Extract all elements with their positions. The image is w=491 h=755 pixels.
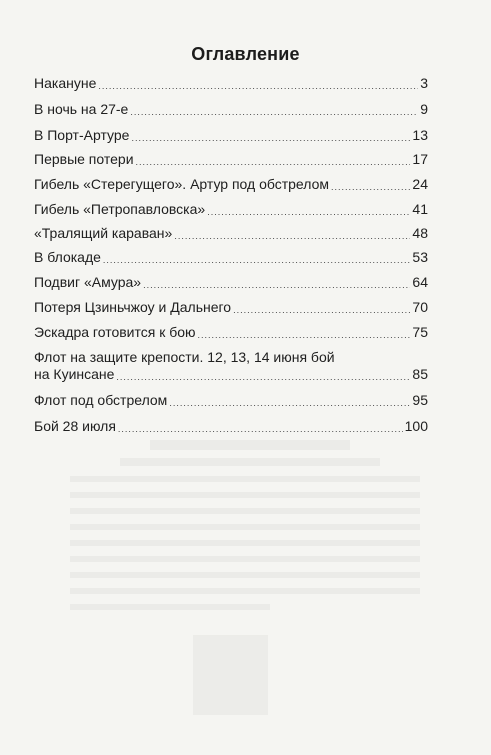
toc-entry [34,101,428,118]
toc-entry-title: Первые потери [34,151,134,167]
toc-entry-page: 70 [412,299,428,315]
leader-dots [118,424,403,435]
toc-entry-title: Гибель «Стерегущего». Артур под обстрелом [34,176,329,192]
toc-entry-title-line1: Флот на защите крепости. 12, 13, 14 июня бой [34,349,335,365]
toc-entry-page: 17 [412,151,428,167]
leader-dots [331,182,410,193]
toc-entry-page: 75 [412,324,428,340]
leader-dots [169,398,410,409]
toc-entry-page: 3 [420,75,428,91]
toc-entry [34,201,428,218]
leader-dots [116,372,410,383]
toc-entry [34,324,428,341]
page-title: Оглавление [191,44,300,64]
toc-entry [34,392,428,409]
toc-entry [34,225,428,242]
toc-entry-page: 85 [412,366,428,382]
toc-entry [34,127,428,144]
leader-dots [207,207,410,218]
toc-entry-page: 100 [404,418,428,434]
toc-entry-title: Потеря Цзиньчжоу и Дальнего [34,299,232,315]
toc-entry-title: Накануне [34,75,97,91]
leader-dots [136,157,411,168]
toc-entry-page: 64 [412,274,428,290]
toc-entry-page: 24 [412,176,428,192]
toc-entry [34,418,428,435]
toc-entry [34,75,428,92]
toc-entry-page: 48 [412,225,428,241]
leader-dots [131,133,410,144]
toc-entry [34,299,428,316]
toc-entry-title: Гибель «Петропавловска» [34,201,206,217]
toc-entry-page: 9 [420,101,428,117]
leader-dots [103,255,411,266]
toc-entry [34,176,428,193]
toc-entry-page: 13 [412,127,428,143]
toc-entry-title: Подвиг «Амура» [34,274,142,290]
toc-entry-page: 41 [412,201,428,217]
toc-entry [34,151,428,168]
toc-entry [34,249,428,266]
toc-entry-title: Бой 28 июля [34,418,116,434]
toc-entry-page: 95 [412,392,428,408]
leader-dots [130,107,418,118]
toc-entry [34,349,428,383]
toc-entry-title: на Куинсане [34,366,115,382]
toc-entry [34,274,428,291]
toc-entry-page: 53 [412,249,428,265]
leader-dots [143,280,410,291]
toc-entry-title: В блокаде [34,249,101,265]
leader-dots [174,231,410,242]
leader-dots [233,305,410,316]
toc-entry-title: В ночь на 27-е [34,101,129,117]
toc-entry-title: Флот под обстрелом [34,392,168,408]
toc-entry-title: «Тралящий караван» [34,225,173,241]
leader-dots [198,330,411,341]
leader-dots [98,81,418,92]
toc-entry-title: Эскадра готовится к бою [34,324,196,340]
toc-entry-title: В Порт-Артуре [34,127,130,143]
